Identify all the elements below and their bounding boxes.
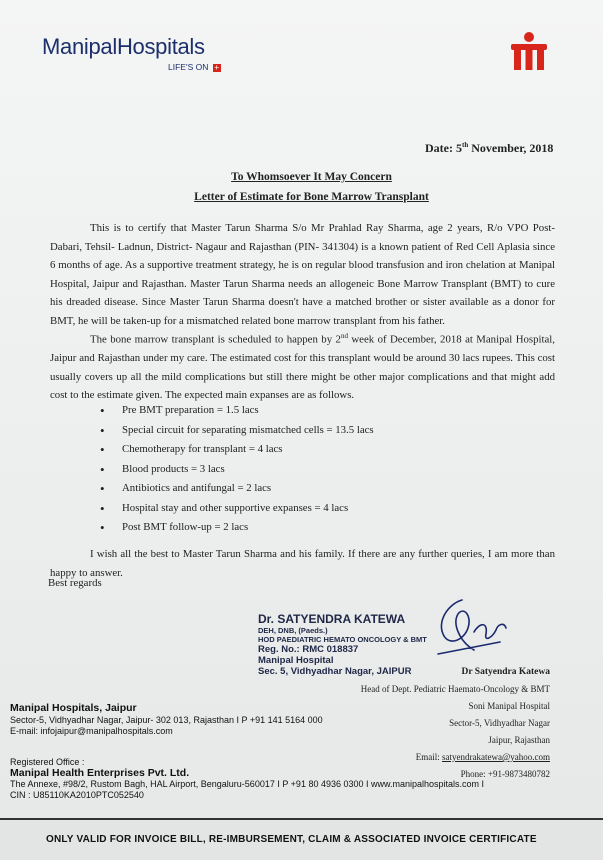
signatory-sector: Sector-5, Vidhyadhar Nagar — [449, 718, 550, 728]
red-cross-icon: + — [214, 62, 220, 72]
signatory-email-row: Email: satyendrakatewa@yahoo.com — [415, 752, 550, 762]
registered-office — [10, 757, 484, 801]
list-item: • Hospital stay and other supportive expanses = 4 lacs — [100, 502, 374, 522]
address-line: Sector-5, Vidhyadhar Nagar, Jaipur- 302 013, Rajasthan I P +91 141 5164 000 — [10, 714, 323, 725]
manipal-logo-icon — [505, 30, 553, 74]
stamp-reg-no: Reg. No.: RMC 018837 — [258, 644, 359, 655]
list-item: • Chemotherapy for transplant = 4 lacs — [100, 443, 374, 463]
letter-date: Date: 5th November, 2018 — [425, 141, 554, 155]
list-item: • Post BMT follow-up = 2 lacs — [100, 521, 374, 541]
signatory-title: Head of Dept. Pediatric Haemato-Oncology & BMT — [360, 684, 550, 694]
registered-label: Registered Office : — [10, 757, 85, 767]
brand-logo-text: ManipalHospitals — [42, 34, 205, 59]
registered-address: The Annexe, #98/2, Rustom Bagh, HAL Airport, Bengaluru-560017 I P +91 80 4936 0300 I www.manipalhospitals.com I — [10, 779, 485, 789]
footer-notice: ONLY VALID FOR INVOICE BILL, RE-IMBURSEMENT, CLAIM & ASSOCIATED INVOICE CERTIFICATE — [46, 834, 537, 845]
closing-regards: Best regards — [48, 577, 102, 589]
list-item: • Antibiotics and antifungal = 2 lacs — [100, 482, 374, 502]
tagline-text: LIFE'S ON — [168, 62, 209, 72]
list-item: • Pre BMT preparation = 1.5 lacs — [100, 404, 374, 424]
address-email: E-mail: infojaipur@manipalhospitals.com — [10, 726, 173, 736]
paragraph-estimate: The bone marrow transplant is scheduled to happen by 2nd week of December, 2018 at Manipal Hospital, Jaipur and Rajasthan under my care. The estimated cost for this transplant would be around 30 lacs rupees. This cost usually covers up all the mild complications but still there might be other major complications and that might add cost to the estimate given. The expected main expanses are as follows. — [50, 332, 555, 402]
signatory-city: Jaipur, Rajasthan — [488, 735, 550, 745]
letter-salutation-title: To Whomsoever It May Concern — [231, 171, 392, 183]
letter-subject-title: Letter of Estimate for Bone Marrow Transplant — [194, 191, 429, 203]
signatory-hospital: Soni Manipal Hospital — [468, 701, 550, 711]
list-item: • Special circuit for separating mismatched cells = 13.5 lacs — [100, 424, 374, 444]
registered-company: Manipal Health Enterprises Pvt. Ltd. — [10, 767, 190, 779]
stamp-role: HOD PAEDIATRIC HEMATO ONCOLOGY & BMT — [258, 635, 427, 644]
registered-cin: CIN : U85110KA2010PTC052540 — [10, 790, 144, 800]
stamp-hospital: Manipal Hospital — [258, 655, 334, 666]
list-item: • Blood products = 3 lacs — [100, 463, 374, 483]
paragraph-closing: I wish all the best to Master Tarun Sharma and his family. If there are any further queries, I am more than happy to answer. — [50, 548, 555, 579]
stamp-qualification: DEH, DNB, (Paeds.) — [258, 626, 328, 635]
stamp-address: Sec. 5, Vidhyadhar Nagar, JAIPUR — [258, 666, 412, 677]
signatory-name: Dr Satyendra Katewa — [461, 667, 550, 677]
paragraph-intro: This is to certify that Master Tarun Sharma S/o Mr Prahlad Ray Sharma, age 2 years, R/o VPO Post-Dabari, Tehsil- Ladnun, District- Nagaur and Rajasthan (PIN- 341304) is a known patient of Red Cell Aplasia since 6 months of age. As a supportive treatment strategy, he is on regular blood transfusion and iron chelation at Manipal Hospital, Jaipur and Rajasthan. Master Tarun Sharma needs an allogeneic Bone Marrow Transplant (BMT) to cure his dreaded disease. Since Master Tarun Sharma doesn't have a matched brother or sister available as a donor for BMT, he will be taken-up for a mismatched related bone marrow transplant from his father. — [50, 222, 555, 327]
signature-icon — [430, 592, 520, 662]
hospital-address — [10, 703, 323, 738]
stamp-doctor-name: Dr. SATYENDRA KATEWA — [258, 612, 406, 626]
address-heading: Manipal Hospitals, Jaipur — [10, 702, 137, 714]
signatory-email[interactable]: satyendrakatewa@yahoo.com — [442, 752, 550, 762]
footer-bar — [0, 818, 603, 860]
signatory-phone: Phone: +91-9873480782 — [460, 769, 550, 779]
brand-tagline — [168, 62, 221, 72]
expense-list — [100, 404, 374, 541]
